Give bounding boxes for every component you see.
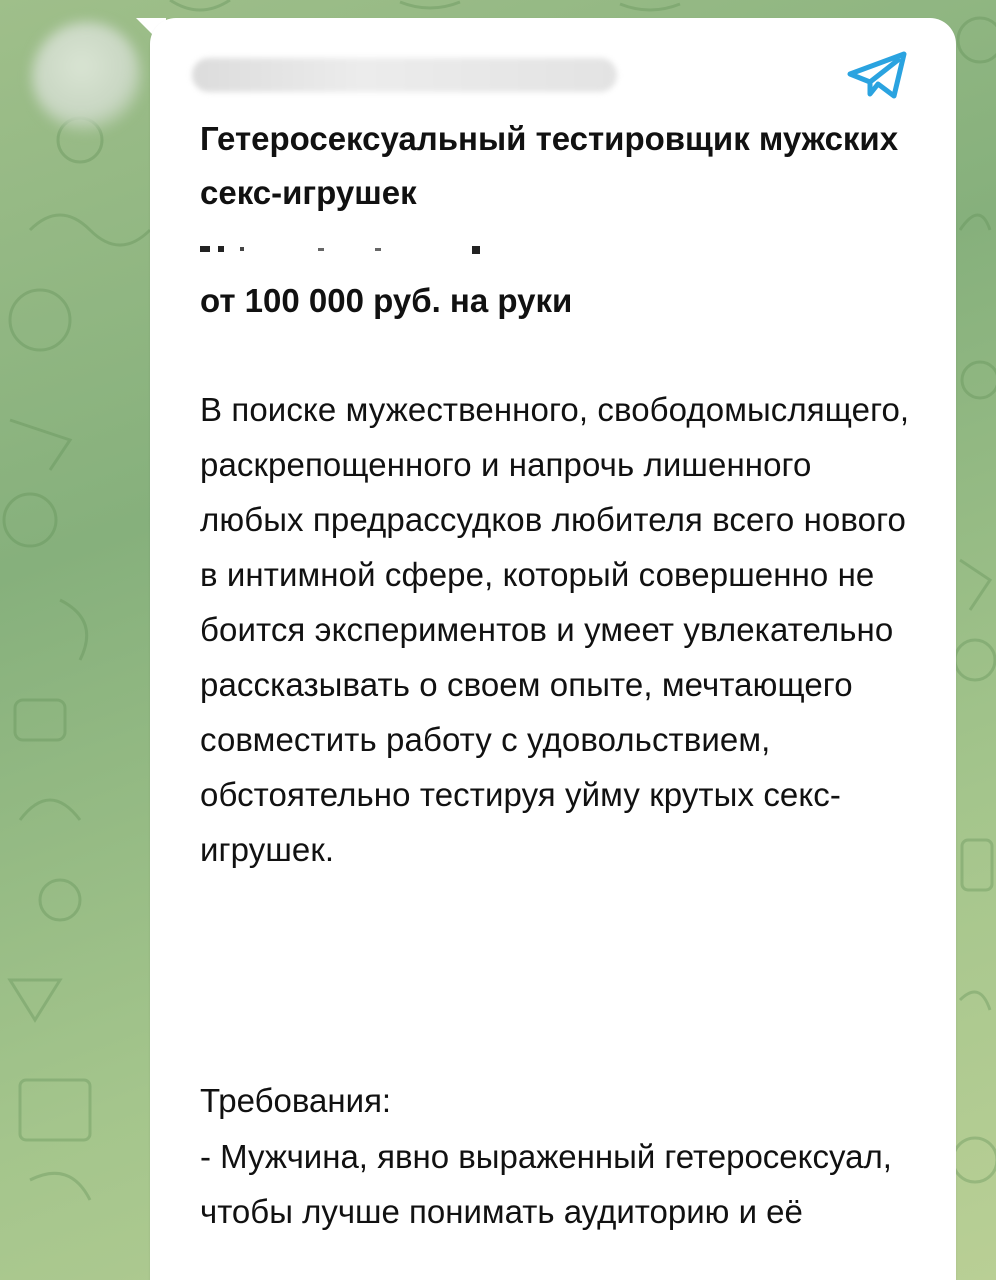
- vacancy-title: Гетеросексуальный тестировщик мужских секс-игрушек: [200, 120, 899, 211]
- channel-name-blurred[interactable]: [192, 58, 617, 92]
- channel-avatar[interactable]: [32, 22, 142, 132]
- redacted-text-line: [200, 240, 490, 258]
- telegram-paper-plane-icon: [846, 50, 910, 102]
- salary-text: от 100 000 руб. на руки: [200, 282, 573, 319]
- requirements-item: - Мужчина, явно выраженный гетеросексуал, чтобы лучше понимать аудиторию и её: [200, 1138, 892, 1230]
- requirements-heading: Требования:: [200, 1082, 392, 1119]
- vacancy-description: В поиске мужественного, свободомыслящего, раскрепощенного и напрочь лишенного любых предрассудков любителя всего нового в интимной сфере, который совершенно не боится экспериментов и умеет увлекательно рассказывать о своем опыте, мечтающего совместить работу с удовольствием, обстоятельно тестируя уйму крутых секс-игрушек.: [200, 391, 910, 868]
